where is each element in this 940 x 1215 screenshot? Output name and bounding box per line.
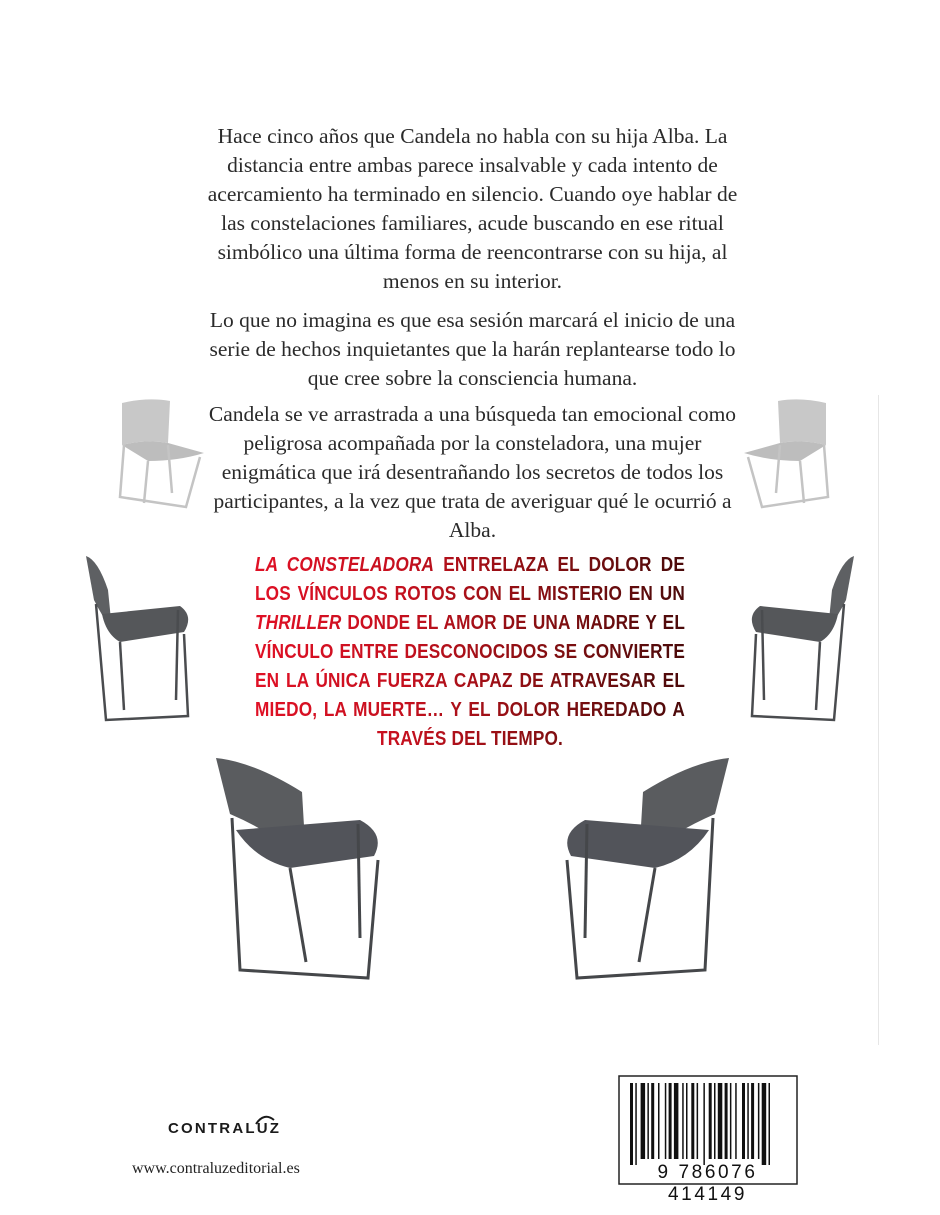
barcode-bar	[630, 1083, 633, 1165]
barcode-bar	[691, 1083, 694, 1159]
tagline-book-title: LA CONSTELADORA	[255, 554, 435, 576]
isbn-number: 9 786076 414149	[657, 1162, 758, 1205]
chair-dark-right-lower	[545, 752, 735, 987]
chair-light-right	[735, 395, 840, 515]
barcode-bar	[742, 1083, 745, 1159]
barcode-bar	[665, 1083, 667, 1159]
barcode-bar	[751, 1083, 754, 1159]
tagline-thriller: THRILLER	[255, 612, 342, 634]
publisher-logo-text: CONTRALUZ	[168, 1120, 282, 1137]
barcode-bar	[682, 1083, 684, 1159]
barcode-bar	[703, 1083, 705, 1165]
publisher-logo	[160, 1110, 300, 1150]
chair-dark-left-lower	[210, 752, 400, 987]
tagline	[255, 551, 685, 754]
barcode-bar	[718, 1083, 723, 1159]
publisher-website: www.contraluzeditorial.es	[132, 1160, 300, 1177]
barcode-bar	[635, 1083, 637, 1165]
barcode-bar	[725, 1083, 728, 1159]
barcode-bar	[658, 1083, 660, 1159]
barcode-bar	[769, 1083, 771, 1165]
chair-light-left	[108, 395, 213, 515]
barcode-bar	[747, 1083, 749, 1159]
tagline-text-1: ENTRELAZA EL DOLOR DE LOS VÍNCULOS ROTOS CON EL MISTERIO EN UN	[255, 554, 685, 605]
barcode-bar	[647, 1083, 649, 1159]
barcode-bar	[762, 1083, 767, 1165]
barcode-bar	[641, 1083, 646, 1159]
barcode-bar	[730, 1083, 732, 1159]
barcode-bar	[714, 1083, 716, 1159]
chair-dark-right-upper	[740, 550, 860, 730]
barcode-bar	[669, 1083, 672, 1159]
trim-line	[878, 395, 879, 1045]
tagline-text-2: DONDE EL AMOR DE UNA MADRE Y EL VÍNCULO ENTRE DESCONOCIDOS SE CONVIERTE EN LA ÚNICA FUERZA CAPAZ DE ATRAVESAR EL MIEDO, LA MUERTE… Y EL DOLOR HEREDADO A TRAVÉS DEL TIEMPO.	[255, 612, 685, 750]
synopsis-paragraph-1: Hace cinco años que Candela no habla con su hija Alba. La distancia entre ambas parece insalvable y cada intento de acercamiento ha terminado en silencio. Cuando oye hablar de las constelaciones familiares, acude buscando en ese ritual simbólico una última forma de reencontrarse con su hija, al menos en su interior.	[207, 124, 738, 293]
barcode-bar	[697, 1083, 699, 1159]
synopsis-paragraph-2: Lo que no imagina es que esa sesión marcará el inicio de una serie de hechos inquietantes que la harán replantearse todo lo que cree sobre la consciencia humana.	[209, 308, 736, 390]
synopsis-paragraph-3: Candela se ve arrastrada a una búsqueda tan emocional como peligrosa acompañada por la consteladora, una mujer enigmática que irá desentrañando los secretos de todos los participantes, a la vez que trata de averiguar qué le ocurrió a Alba.	[208, 402, 737, 542]
barcode-bar	[709, 1083, 712, 1159]
barcode-bar	[758, 1083, 760, 1159]
barcode-bar	[651, 1083, 654, 1159]
barcode-bar	[735, 1083, 737, 1159]
chair-dark-left-upper	[80, 550, 200, 730]
barcode-bar	[686, 1083, 688, 1159]
barcode-bar	[674, 1083, 679, 1159]
